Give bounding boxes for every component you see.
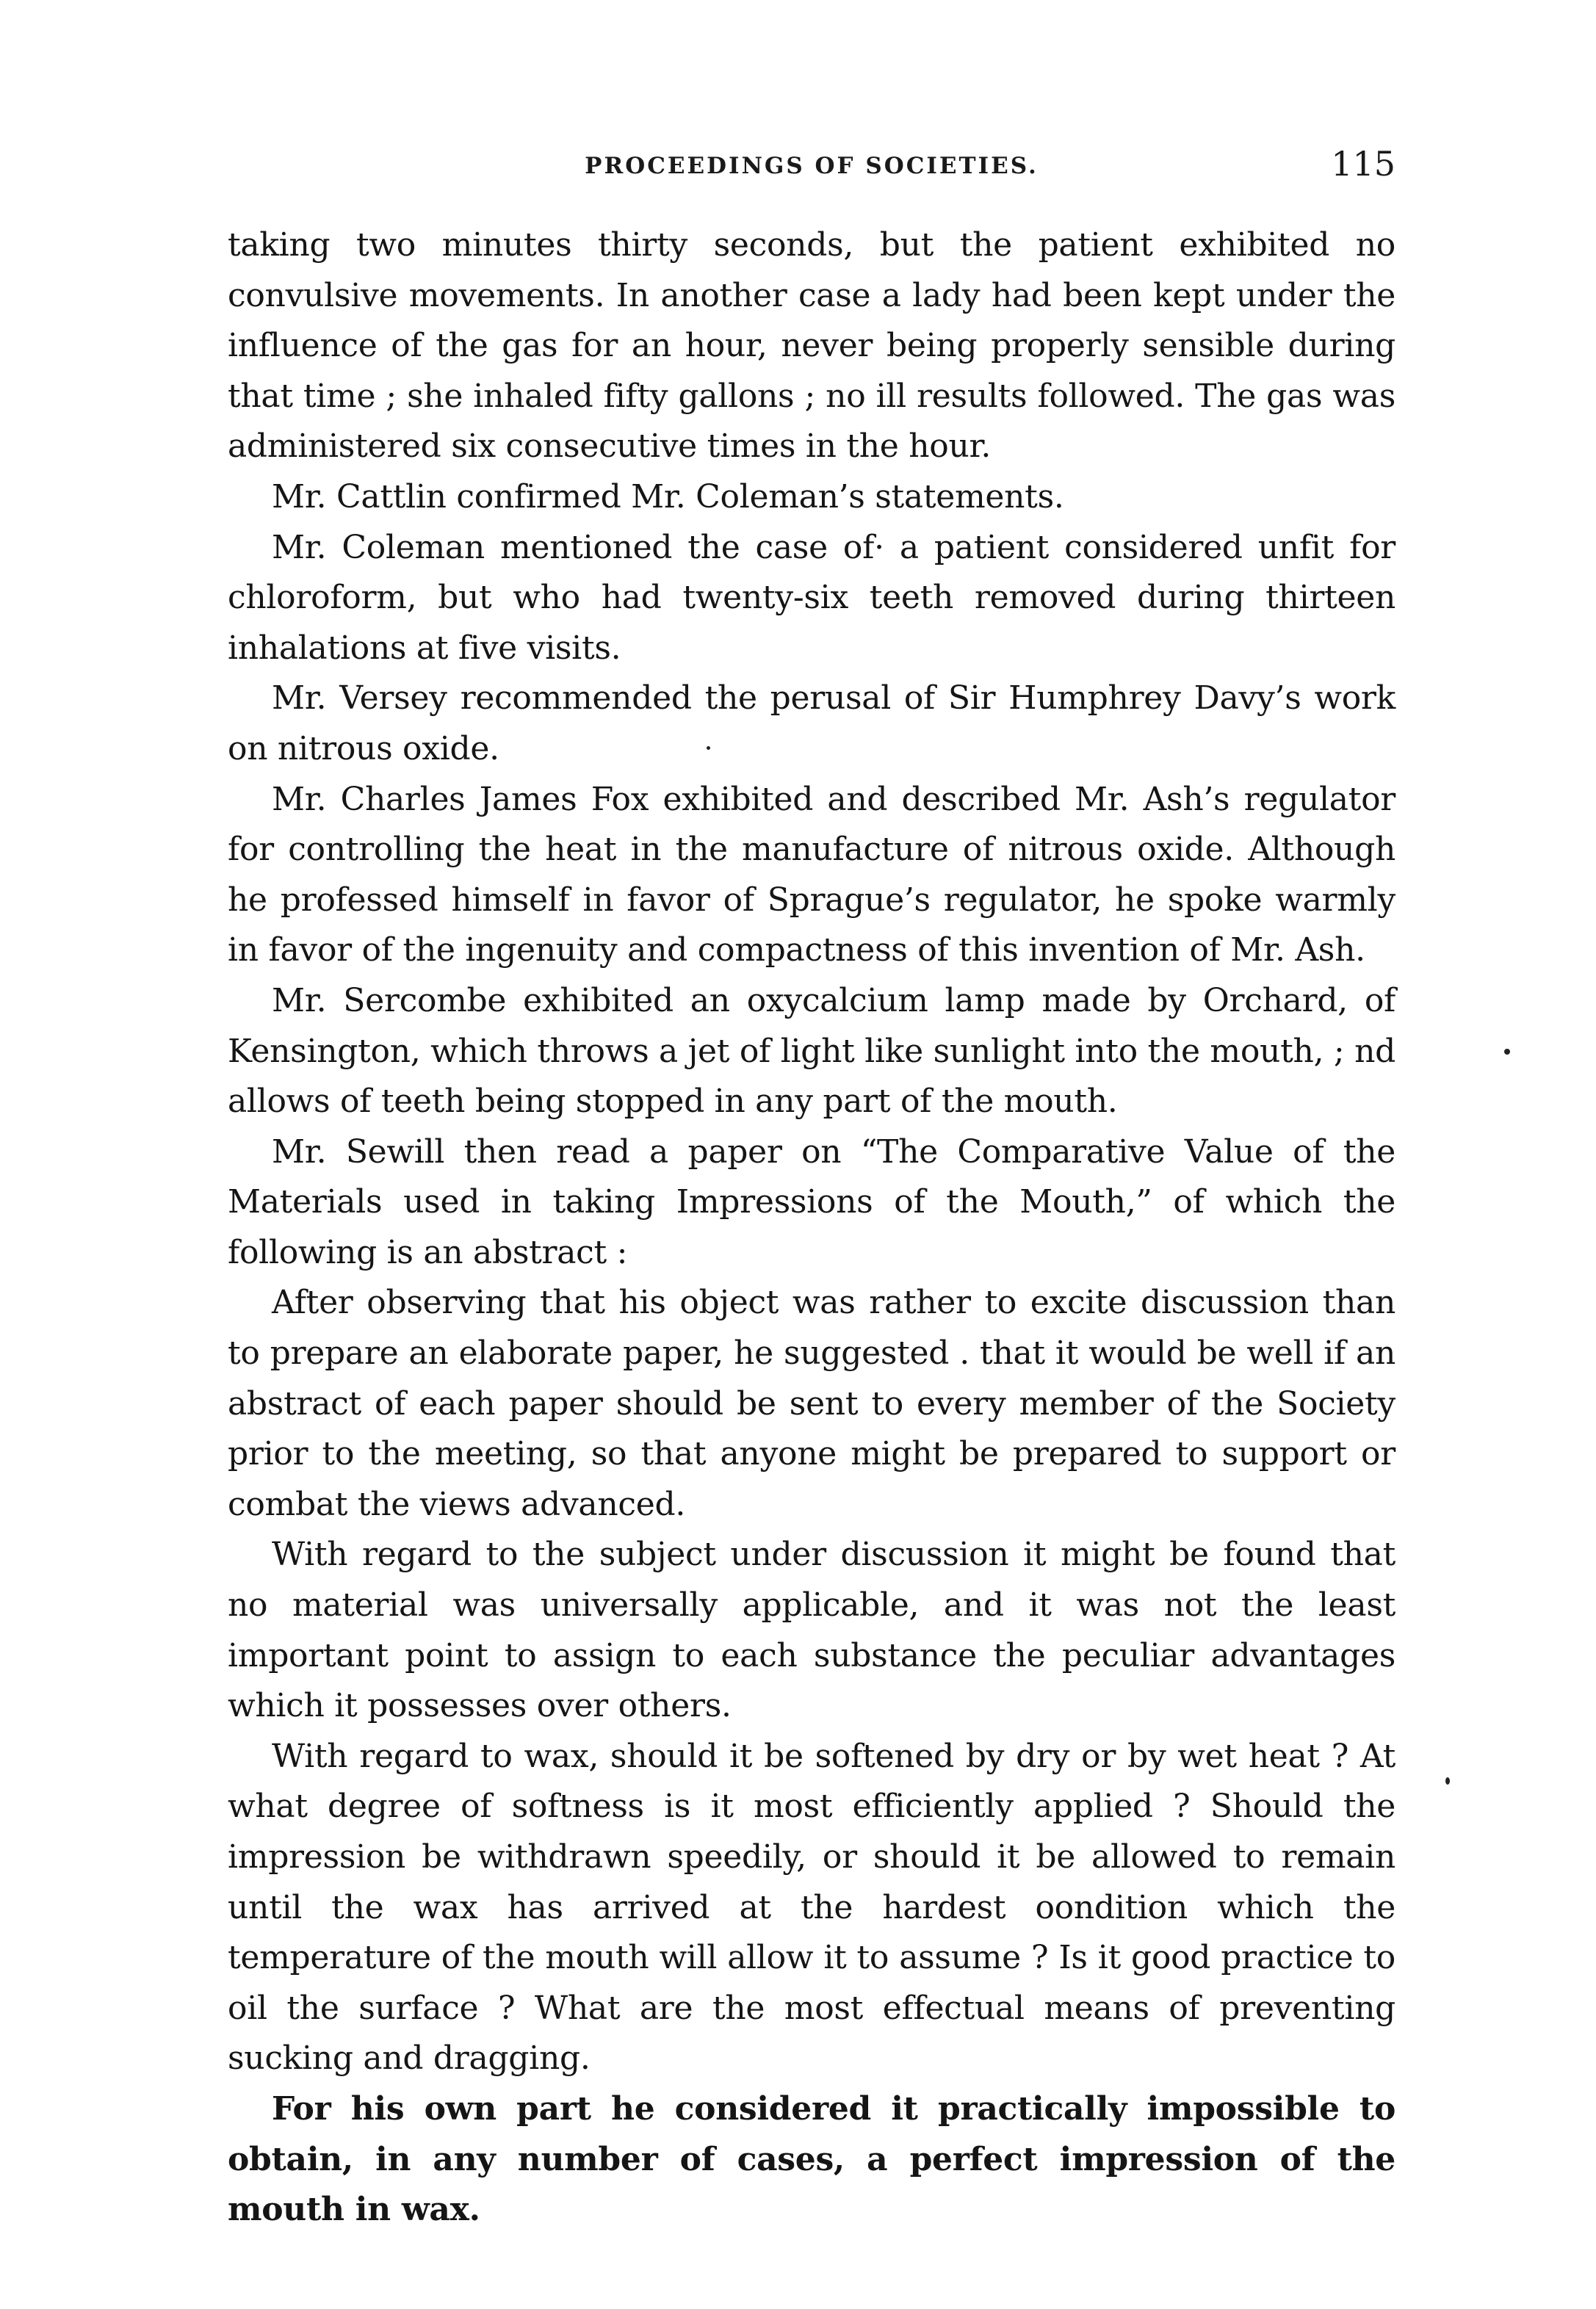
page-number: 115 <box>1331 144 1395 184</box>
paragraph-fox: Mr. Charles James Fox exhibited and described Mr. Ash’s regulator for controlling the heat in the manufacture of nitrous oxide. Although he professed himself in favor of Sprague’s regulator, he spoke warmly in favor of the ingenuity and compactness of this invention of Mr. Ash. <box>228 780 1395 969</box>
paragraph-conclusion: For his own part he considered it practically impossible to obtain, in any number of cases, a perfect impression of the mouth in wax. <box>228 2089 1395 2229</box>
paragraph-coleman: Mr. Coleman mentioned the case of· a patient considered unfit for chloroform, but who had twenty-six teeth removed during thirteen inhalations at five visits. <box>228 528 1395 667</box>
paragraph-cattlin: Mr. Cattlin confirmed Mr. Coleman’s statements. <box>272 477 1064 516</box>
ink-speck-mark <box>707 746 710 750</box>
paragraph-versey: Mr. Versey recommended the perusal of Sir Humphrey Davy’s work on nitrous oxide. <box>228 679 1395 767</box>
paragraph-continuation: taking two minutes thirty seconds, but the patient exhibited no convulsive movements. In another case a lady had been kept under the influence of the gas for an hour, never being properly sensible during that time ; she inhaled fifty gallons ; no ill results followed. The gas was administered six consecutive times in the hour. <box>228 226 1395 466</box>
running-head <box>228 144 1395 188</box>
ink-speck-mark <box>1445 1777 1450 1785</box>
paragraph-sewill: Mr. Sewill then read a paper on “The Comparative Value of the Materials used in taking Impressions of the Mouth,” of which the following is an abstract : <box>228 1132 1395 1271</box>
paragraph-wax-questions: With regard to wax, should it be softened by dry or by wet heat ? At what degree of softness is it most efficiently applied ? Should the impression be withdrawn speedily, or should it be allowed to remain until the wax has arrived at the hardest oondition which the temperature of the mouth will allow it to assume ? Is it good practice to oil the surface ? What are the most effectual means of preventing sucking and dragging. <box>228 1737 1395 2078</box>
body-text <box>228 220 1395 2236</box>
paragraph-materials: With regard to the subject under discussion it might be found that no material was universally applicable, and it was not the least important point to assign to each substance the peculiar advantages which it possesses over others. <box>228 1536 1395 1725</box>
ink-speck-mark <box>1504 1049 1510 1055</box>
running-title: PROCEEDINGS OF SOCIETIES. <box>585 153 1039 179</box>
paragraph-sercombe: Mr. Sercombe exhibited an oxycalcium lamp made by Orchard, of Kensington, which throws a jet of light like sunlight into the mouth, ; nd allows of teeth being stopped in any part of the mouth. <box>228 981 1395 1121</box>
paragraph-abstract-intro: After observing that his object was rather to excite discussion than to prepare an elaborate paper, he suggested . that it would be well if an abstract of each paper should be sent to every member of the Society prior to the meeting, so that anyone might be prepared to support or combat the views advanced. <box>228 1284 1395 1523</box>
